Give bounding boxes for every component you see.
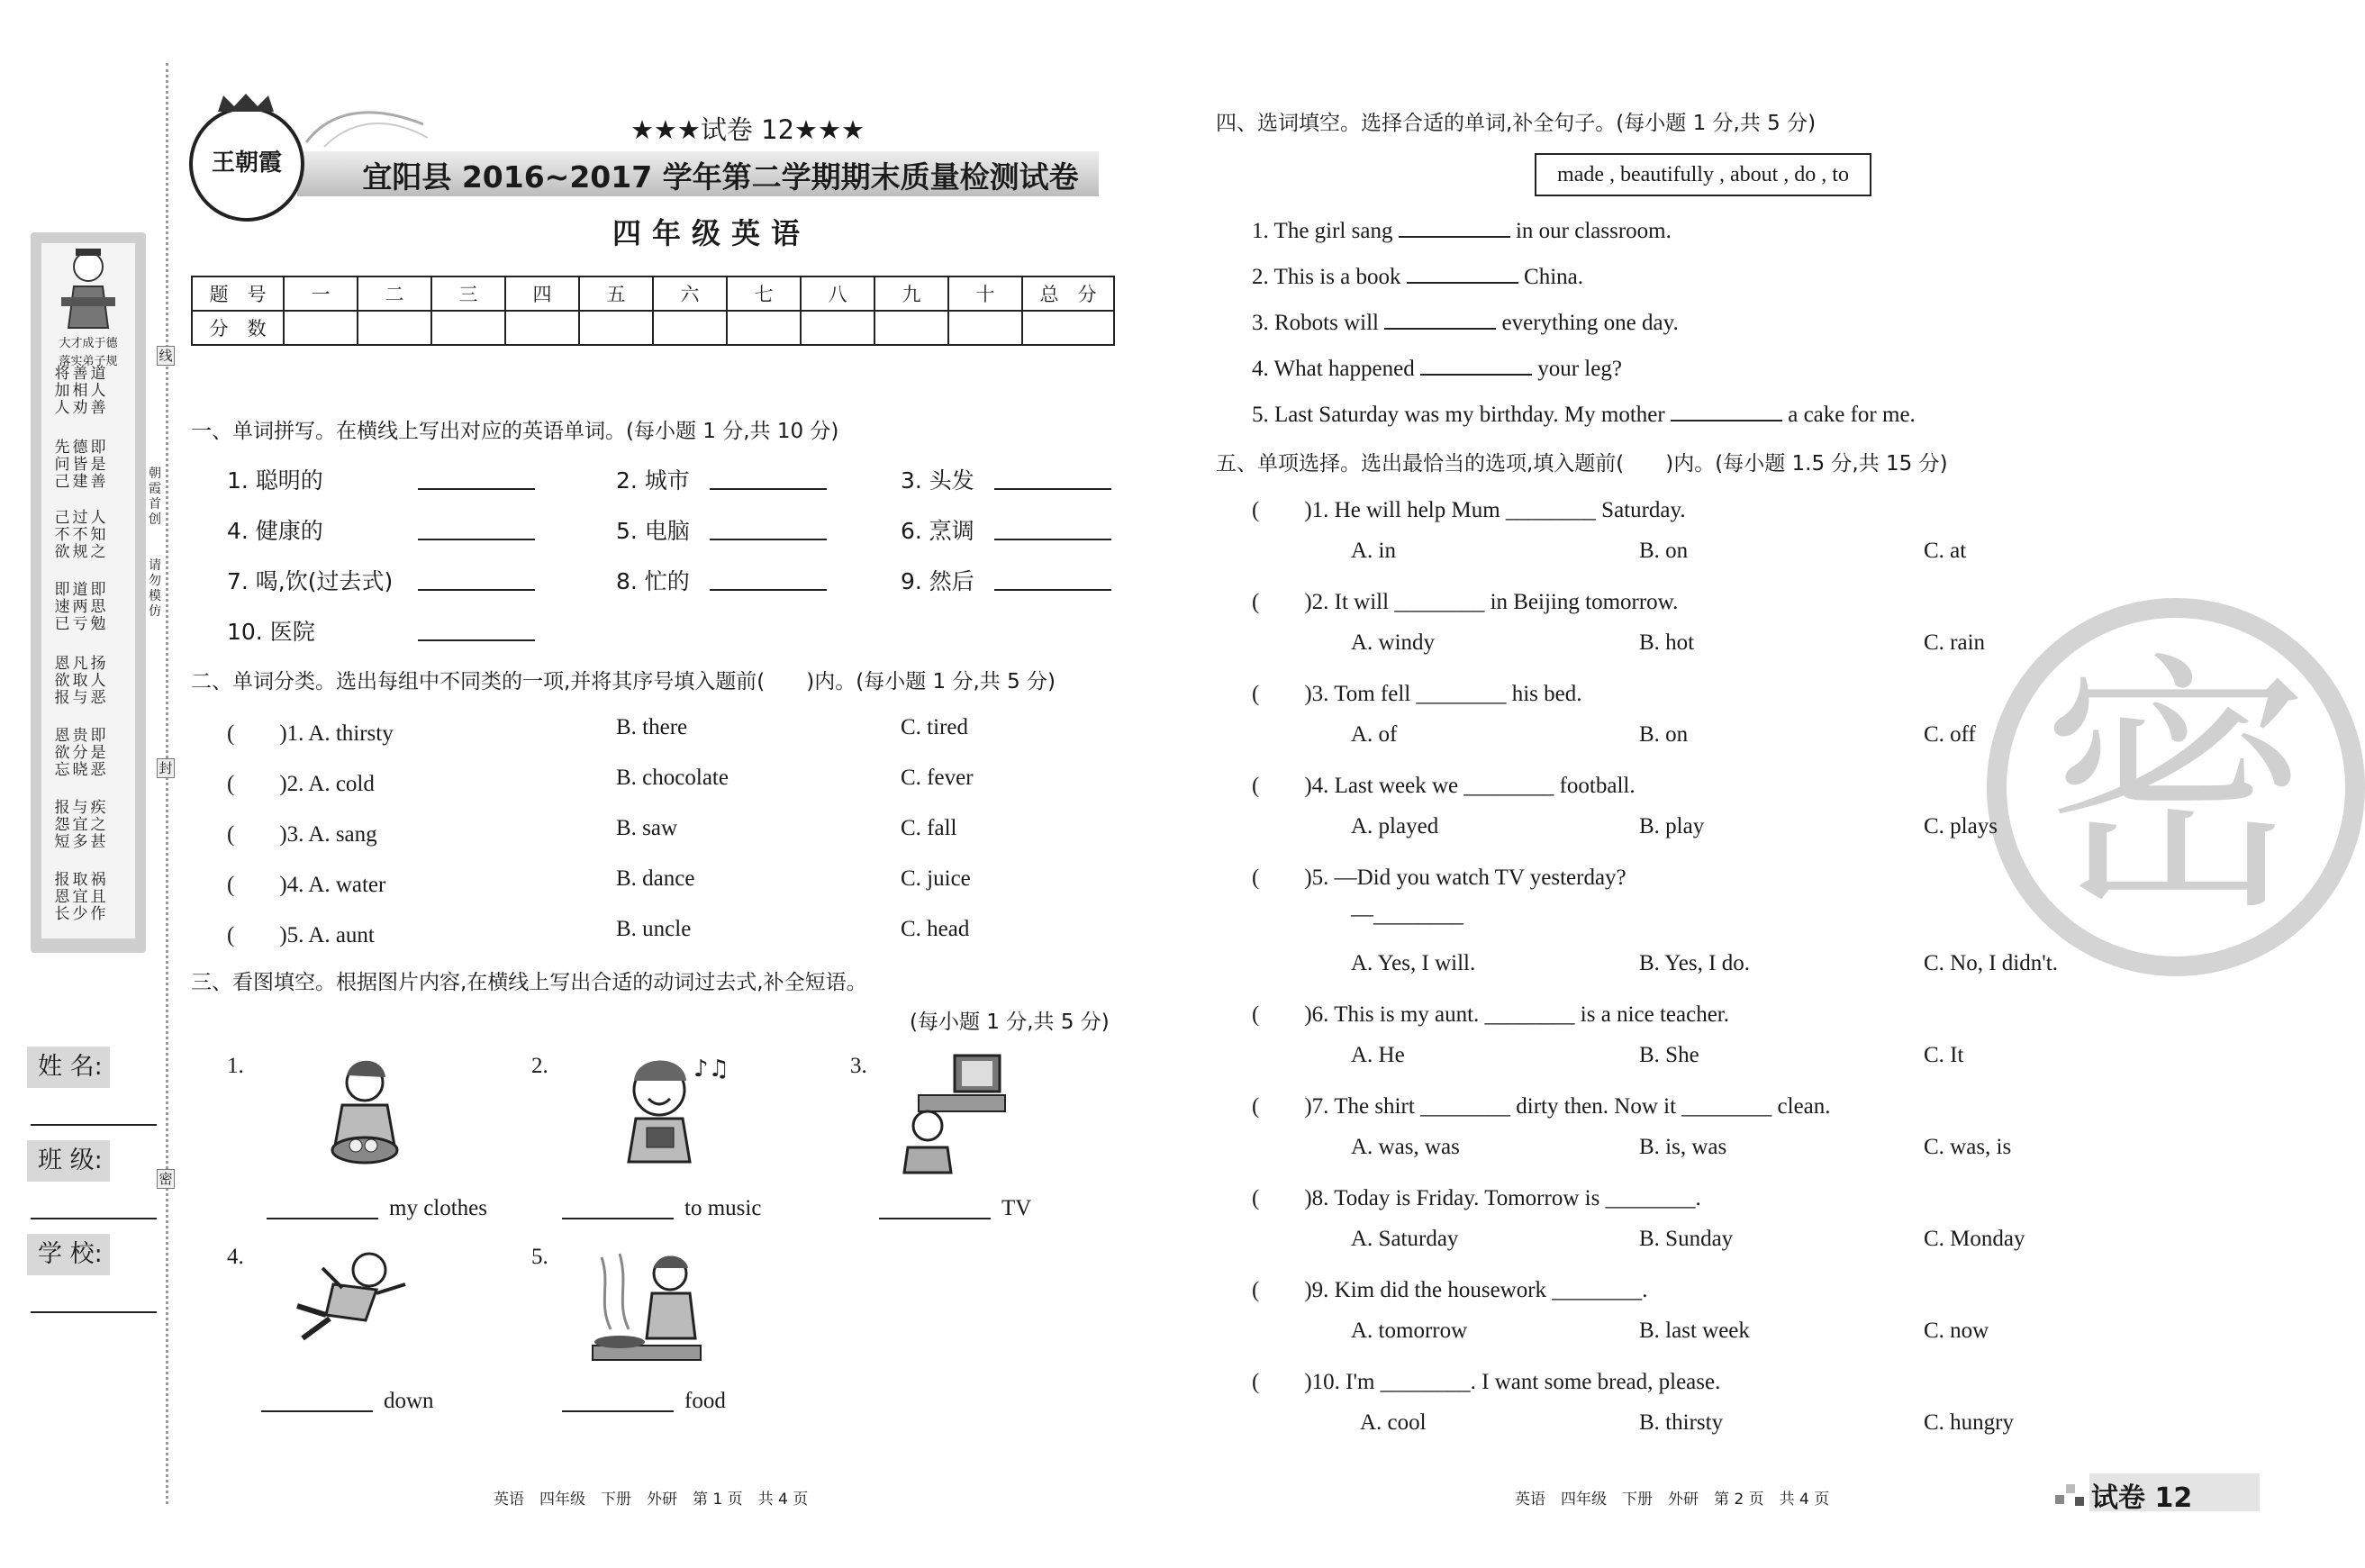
sentence-end: a cake for me. [1788, 403, 1916, 427]
tag-squares-icon [2053, 1481, 2086, 1508]
option-b: B. on [1639, 722, 1689, 747]
item-label: 6. 烹调 [901, 518, 974, 544]
option-a: A. was, was [1351, 1135, 1460, 1159]
side-note-a: 朝霞首创 [149, 467, 161, 527]
sentence-start: 4. What happened [1252, 357, 1415, 381]
score-input-cell[interactable] [948, 311, 1022, 345]
score-table-cell: 六 [653, 276, 727, 311]
sentence-start: 3. Robots will [1252, 311, 1379, 335]
phrase-tail: food [684, 1389, 726, 1413]
motto-column: 即思勉 [90, 581, 106, 633]
sentence-start: 2. This is a book [1252, 265, 1401, 289]
section5-title: 五、单项选择。选出最恰当的选项,填入题前( )内。(每小题 1.5 分,共 15 分) [1216, 452, 1948, 476]
score-input-cell[interactable] [727, 311, 801, 345]
motto-column: 祸且作 [90, 871, 106, 923]
option-c: C. It [1924, 1043, 1964, 1067]
motto-column: 取宜少 [72, 871, 88, 923]
option-b: B. last week [1639, 1319, 1750, 1343]
section2-option-b: B. there [616, 715, 688, 739]
motto-column: 凡取与 [72, 655, 88, 707]
motto-column: 道两亏 [72, 581, 88, 633]
answer-blank[interactable] [710, 468, 827, 490]
motto-column: 道人善 [90, 365, 106, 417]
score-input-cell[interactable] [1022, 311, 1114, 345]
item-label: 2. 城市 [616, 467, 690, 494]
option-b: B. hot [1639, 630, 1695, 655]
exam-tag-label: 试卷 12 [2091, 1482, 2193, 1514]
option-c: C. at [1924, 539, 1967, 563]
score-table-header-row [192, 276, 1114, 311]
answer-blank[interactable] [261, 1391, 373, 1412]
option-c: C. rain [1924, 630, 1986, 655]
score-table-cell: 五 [579, 276, 653, 311]
binding-dashed-line [166, 63, 168, 1504]
answer-blank[interactable] [994, 519, 1111, 540]
score-input-cell[interactable] [579, 311, 653, 345]
option-c: C. now [1924, 1319, 1989, 1343]
option-b: B. is, was [1639, 1135, 1727, 1159]
section2-option-c: C. tired [901, 715, 968, 739]
answer-blank[interactable] [1420, 354, 1532, 376]
ribbon-decoration-icon [297, 97, 432, 151]
score-input-cell[interactable] [505, 311, 579, 345]
section4-item [1252, 400, 1916, 428]
score-input-cell[interactable] [801, 311, 874, 345]
motto-column: 与宜多 [72, 799, 88, 851]
section1-item [227, 463, 323, 495]
score-table-cell: 一 [284, 276, 358, 311]
school-field[interactable] [31, 1311, 157, 1313]
svg-text:♪♫: ♪♫ [693, 1056, 729, 1083]
section5-question: ( )6. This is my aunt. ________ is a nice teacher. [1252, 1002, 1729, 1027]
option-c: C. Monday [1924, 1227, 2025, 1251]
score-table-cell: 三 [431, 276, 505, 311]
option-c: C. off [1924, 722, 1976, 747]
section1-item [616, 463, 690, 495]
motto-column: 过不规 [72, 509, 88, 561]
motto-column: 即是恶 [90, 727, 106, 779]
section2-question: ( )3. A. sang [227, 822, 377, 847]
score-table-cell: 分 数 [192, 311, 284, 345]
section4-item [1252, 308, 1679, 336]
section2-question: ( )5. A. aunt [227, 923, 375, 947]
option-b: B. thirsty [1639, 1410, 1724, 1435]
option-a: A. cool [1360, 1410, 1427, 1435]
score-table-cell: 二 [358, 276, 431, 311]
binding-mark-seal: 封 [157, 758, 175, 778]
section2-option-c: C. head [901, 917, 970, 941]
answer-blank[interactable] [879, 1198, 991, 1219]
girl-washing-clothes-icon [315, 1056, 414, 1173]
section1-title: 一、单词拼写。在横线上写出对应的英语单词。(每小题 1 分,共 10 分) [191, 420, 839, 443]
motto-column: 己不欲 [54, 509, 70, 561]
item-label: 4. 健康的 [227, 518, 323, 544]
secret-watermark: 密 [1987, 598, 2365, 976]
option-b: B. on [1639, 539, 1689, 563]
section1-item [901, 463, 974, 495]
motto-column: 善相劝 [72, 365, 88, 417]
picture-number: 5. [531, 1245, 548, 1269]
score-input-cell[interactable] [874, 311, 948, 345]
exam-number: ★★★试卷 12★★★ [630, 114, 865, 145]
option-a: A. He [1351, 1043, 1405, 1067]
scholar-figure-icon [56, 241, 121, 331]
motto-column: 报怨短 [54, 799, 70, 851]
item-label: 3. 头发 [901, 467, 974, 494]
option-a: A. played [1351, 814, 1439, 838]
section5-question: ( )10. I'm ________. I want some bread, please. [1252, 1370, 1721, 1394]
section2-option-c: C. fever [901, 766, 974, 790]
answer-blank[interactable] [418, 519, 535, 540]
section1-item [616, 564, 690, 596]
motto-column: 人知之 [90, 509, 106, 561]
name-field[interactable] [31, 1124, 157, 1126]
item-label: 10. 医院 [227, 619, 315, 645]
option-c: C. No, I didn't. [1924, 951, 2058, 975]
section5-question: ( )1. He will help Mum ________ Saturday. [1252, 498, 1686, 522]
motto-column: 将加人 [54, 365, 70, 417]
answer-blank[interactable] [418, 569, 535, 591]
section2-option-b: B. chocolate [616, 766, 729, 790]
answer-blank[interactable] [994, 468, 1111, 490]
picture-number: 2. [531, 1054, 548, 1078]
motto-column: 先问己 [54, 439, 70, 491]
sentence-end: your leg? [1537, 357, 1622, 381]
section5-question: ( )7. The shirt ________ dirty then. Now it ________ clean. [1252, 1094, 1831, 1119]
section3-title: 三、看图填空。根据图片内容,在横线上写出合适的动词过去式,补全短语。 [191, 971, 867, 994]
section5-question: ( )2. It will ________ in Beijing tomorrow. [1252, 590, 1679, 614]
answer-blank[interactable] [1384, 308, 1496, 330]
section1-item [901, 513, 974, 546]
motto-column: 贵分晓 [72, 727, 88, 779]
option-b: B. She [1639, 1043, 1699, 1067]
section2-option-c: C. fall [901, 816, 957, 840]
item-label: 7. 喝,饮(过去式) [227, 568, 394, 594]
name-label: 姓 名: [27, 1047, 110, 1088]
score-input-cell[interactable] [358, 311, 431, 345]
footer-page-2: 英语 四年级 下册 外研 第 2 页 共 4 页 [1515, 1491, 1830, 1509]
word-bank-box: made , beautifully , about , do , to [1535, 153, 1871, 196]
option-b: B. Yes, I do. [1639, 951, 1750, 975]
class-field[interactable] [31, 1218, 157, 1219]
section4-item [1252, 262, 1583, 290]
sentence-end: everything one day. [1501, 311, 1679, 335]
class-label: 班 级: [27, 1140, 110, 1182]
option-a: A. tomorrow [1351, 1319, 1468, 1343]
item-label: 5. 电脑 [616, 518, 690, 544]
section2-option-b: B. saw [616, 816, 678, 840]
answer-blank[interactable] [562, 1198, 674, 1219]
section2-question: ( )1. A. thirsty [227, 721, 394, 746]
option-a: A. of [1351, 722, 1398, 747]
binding-mark-secret: 密 [157, 1169, 175, 1189]
section2-title: 二、单词分类。选出每组中不同类的一项,并将其序号填入题前( )内。(每小题 1 分,共 5 分) [191, 670, 1056, 693]
answer-blank[interactable] [710, 519, 827, 540]
answer-dialog-blank: —________ [1351, 902, 1463, 927]
answer-blank[interactable] [1399, 216, 1510, 238]
section5-question: ( )9. Kim did the housework ________. [1252, 1278, 1648, 1302]
sentence-end: China. [1524, 265, 1583, 289]
section1-item [227, 564, 393, 596]
boy-falling-down-icon [279, 1248, 414, 1353]
motto-column: 报恩长 [54, 871, 70, 923]
section2-option-b: B. dance [616, 866, 695, 891]
score-input-cell[interactable] [431, 311, 505, 345]
girl-listening-music-icon [603, 1045, 729, 1171]
score-table-cell: 总 分 [1022, 276, 1114, 311]
option-c: C. hungry [1924, 1410, 2014, 1435]
logo-text: 王朝霞 [211, 150, 282, 177]
answer-blank[interactable] [418, 468, 535, 490]
sentence-start: 1. The girl sang [1252, 219, 1393, 243]
score-input-cell[interactable] [284, 311, 358, 345]
picture-number: 3. [850, 1054, 867, 1078]
page-title: 宜阳县 2016~2017 学年第二学期期末质量检测试卷 [362, 159, 1079, 195]
score-input-cell[interactable] [653, 311, 727, 345]
page-subtitle: 四年级英语 [612, 216, 811, 250]
answer-blank[interactable] [1407, 262, 1518, 284]
score-table-cell: 题 号 [192, 276, 284, 311]
section4-title: 四、选词填空。选择合适的单词,补全句子。(每小题 1 分,共 5 分) [1216, 112, 1817, 135]
motto-column: 恩欲报 [54, 655, 70, 707]
phrase-tail: TV [1001, 1196, 1032, 1220]
option-a: A. Saturday [1351, 1227, 1459, 1251]
option-c: C. plays [1924, 814, 1998, 838]
motto-column: 德皆建 [72, 439, 88, 491]
motto-column: 疾之甚 [90, 799, 106, 851]
section1-item [616, 513, 690, 546]
score-table-cell: 十 [948, 276, 1022, 311]
option-b: B. Sunday [1639, 1227, 1734, 1251]
option-a: A. windy [1351, 630, 1436, 655]
picture-number: 1. [227, 1054, 244, 1078]
motto-column: 即是善 [90, 439, 106, 491]
girl-cooking-food-icon [589, 1248, 706, 1365]
section1-item [227, 513, 323, 546]
score-table-cell: 八 [801, 276, 874, 311]
score-table [191, 276, 1115, 346]
section2-option-c: C. juice [901, 866, 971, 891]
item-label: 1. 聪明的 [227, 467, 323, 494]
section1-item [227, 614, 315, 647]
boy-watching-tv-icon [901, 1048, 1009, 1174]
option-a: A. Yes, I will. [1351, 951, 1476, 975]
section5-question: ( )3. Tom fell ________ his bed. [1252, 682, 1582, 706]
section2-option-b: B. uncle [616, 917, 692, 941]
binding-mark-line: 线 [157, 346, 175, 366]
phrase-tail: down [384, 1389, 434, 1413]
option-b: B. play [1639, 814, 1705, 838]
side-note-b: 请勿模仿 [149, 558, 161, 619]
option-a: A. in [1351, 539, 1396, 563]
section5-question: ( )8. Today is Friday. Tomorrow is ________. [1252, 1186, 1701, 1210]
section2-question: ( )4. A. water [227, 873, 386, 897]
score-table-cell: 九 [874, 276, 948, 311]
score-table-cell: 四 [505, 276, 579, 311]
answer-blank[interactable] [418, 620, 535, 641]
option-c: C. was, is [1924, 1135, 2012, 1159]
motto-column: 即速已 [54, 581, 70, 633]
motto-heading-2: 落实弟子规 [59, 355, 118, 368]
footer-page-1: 英语 四年级 下册 外研 第 1 页 共 4 页 [494, 1491, 809, 1509]
crown-icon [214, 92, 277, 113]
sentence-end: in our classroom. [1515, 219, 1672, 243]
section5-question: ( )5. —Did you watch TV yesterday? [1252, 866, 1627, 890]
item-label: 9. 然后 [901, 568, 974, 594]
section2-question: ( )2. A. cold [227, 772, 375, 796]
answer-blank[interactable] [1671, 400, 1782, 421]
answer-blank[interactable] [562, 1391, 674, 1412]
section3-score: (每小题 1 分,共 5 分) [910, 1011, 1110, 1034]
section5-question: ( )4. Last week we ________ football. [1252, 774, 1636, 798]
item-label: 8. 忙的 [616, 568, 690, 594]
motto-column: 恩欲忘 [54, 727, 70, 779]
phrase-tail: my clothes [389, 1196, 488, 1220]
score-table-score-row [192, 311, 1114, 345]
motto-heading-1: 大才成于德 [59, 337, 118, 350]
section4-item [1252, 216, 1672, 244]
motto-column: 扬人恶 [90, 655, 106, 707]
phrase-tail: to music [684, 1196, 762, 1220]
answer-blank[interactable] [994, 569, 1111, 591]
section1-item [901, 564, 974, 596]
school-label: 学 校: [27, 1234, 110, 1275]
answer-blank[interactable] [710, 569, 827, 591]
answer-blank[interactable] [267, 1198, 378, 1219]
sentence-start: 5. Last Saturday was my birthday. My mother [1252, 403, 1665, 427]
section4-item [1252, 354, 1622, 382]
picture-number: 4. [227, 1245, 244, 1269]
score-table-cell: 七 [727, 276, 801, 311]
